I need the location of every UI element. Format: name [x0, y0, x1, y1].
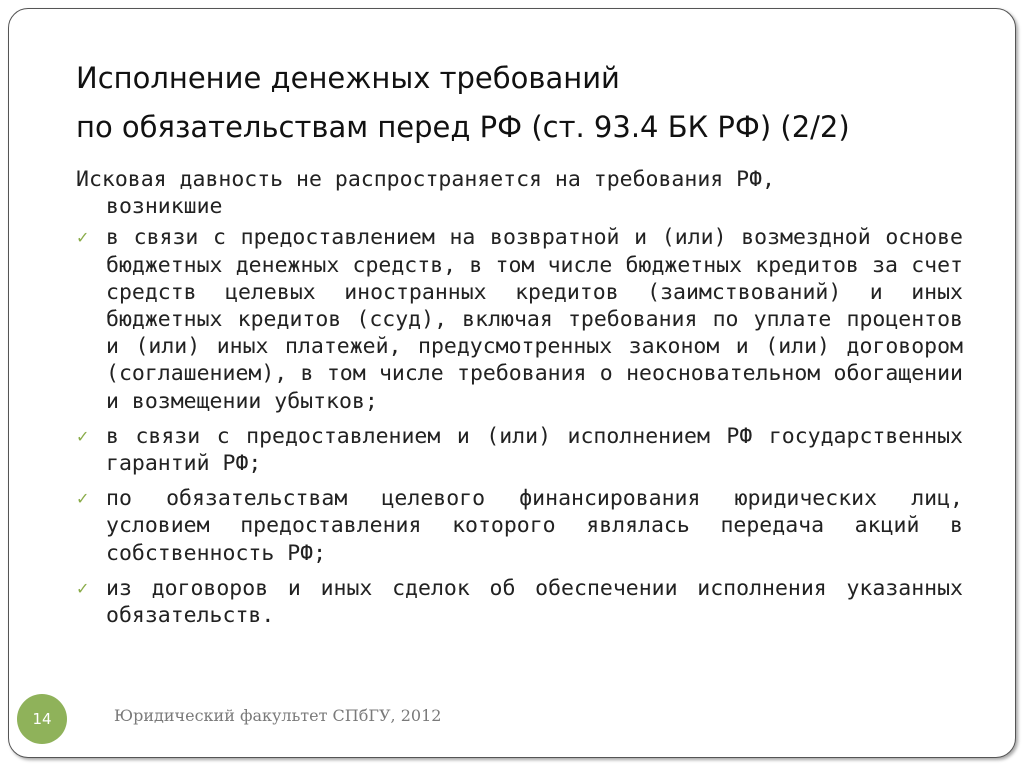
intro-text: Исковая давность не распространяется на требования РФ,	[76, 167, 775, 192]
checkmark-icon: ✓	[76, 228, 90, 248]
list-item	[76, 423, 963, 477]
list-item	[76, 224, 963, 414]
intro-paragraph	[76, 166, 963, 220]
checkmark-icon: ✓	[76, 426, 90, 446]
page-number: 14	[32, 710, 52, 728]
list-item-text: в связи с предоставлением на возвратной и (или) возмездной основе бюджетных денежных средств, в том числе бюджетных кредитов за счет средств целевых иностранных кредитов (заимствований) и иных бюджетных кредитов (ссуд), включая требования по уплате процентов и (или) иных платежей, предусмотренных законом и (или) договором (соглашением), в том числе требования о неосновательном обогащении и возмещении убытков;	[106, 225, 963, 414]
intro-continuation: возникшие	[106, 194, 223, 220]
checkmark-icon: ✓	[76, 489, 90, 509]
list-item	[76, 575, 963, 629]
list-item-text: из договоров и иных сделок об обеспечении исполнения указанных обязательств.	[106, 575, 963, 629]
footer-text: Юридический факультет СПбГУ, 2012	[114, 706, 442, 725]
list-item-text: по обязательствам целевого финансирования юридических лиц, условием предоставления которого являлась передача акций в собственность РФ;	[106, 486, 963, 566]
bullet-list	[76, 224, 963, 629]
list-item-text: в связи с предоставлением и (или) исполнением РФ государственных гарантий РФ;	[106, 423, 963, 477]
slide-title	[76, 54, 956, 152]
page-number-badge	[17, 694, 67, 744]
slide-content	[76, 166, 963, 637]
title-line-1: Исполнение денежных требований	[76, 61, 620, 95]
title-line-2: по обязательствам перед РФ (ст. 93.4 БК РФ) (2/2)	[76, 110, 850, 144]
list-item	[76, 485, 963, 567]
checkmark-icon: ✓	[76, 578, 90, 598]
